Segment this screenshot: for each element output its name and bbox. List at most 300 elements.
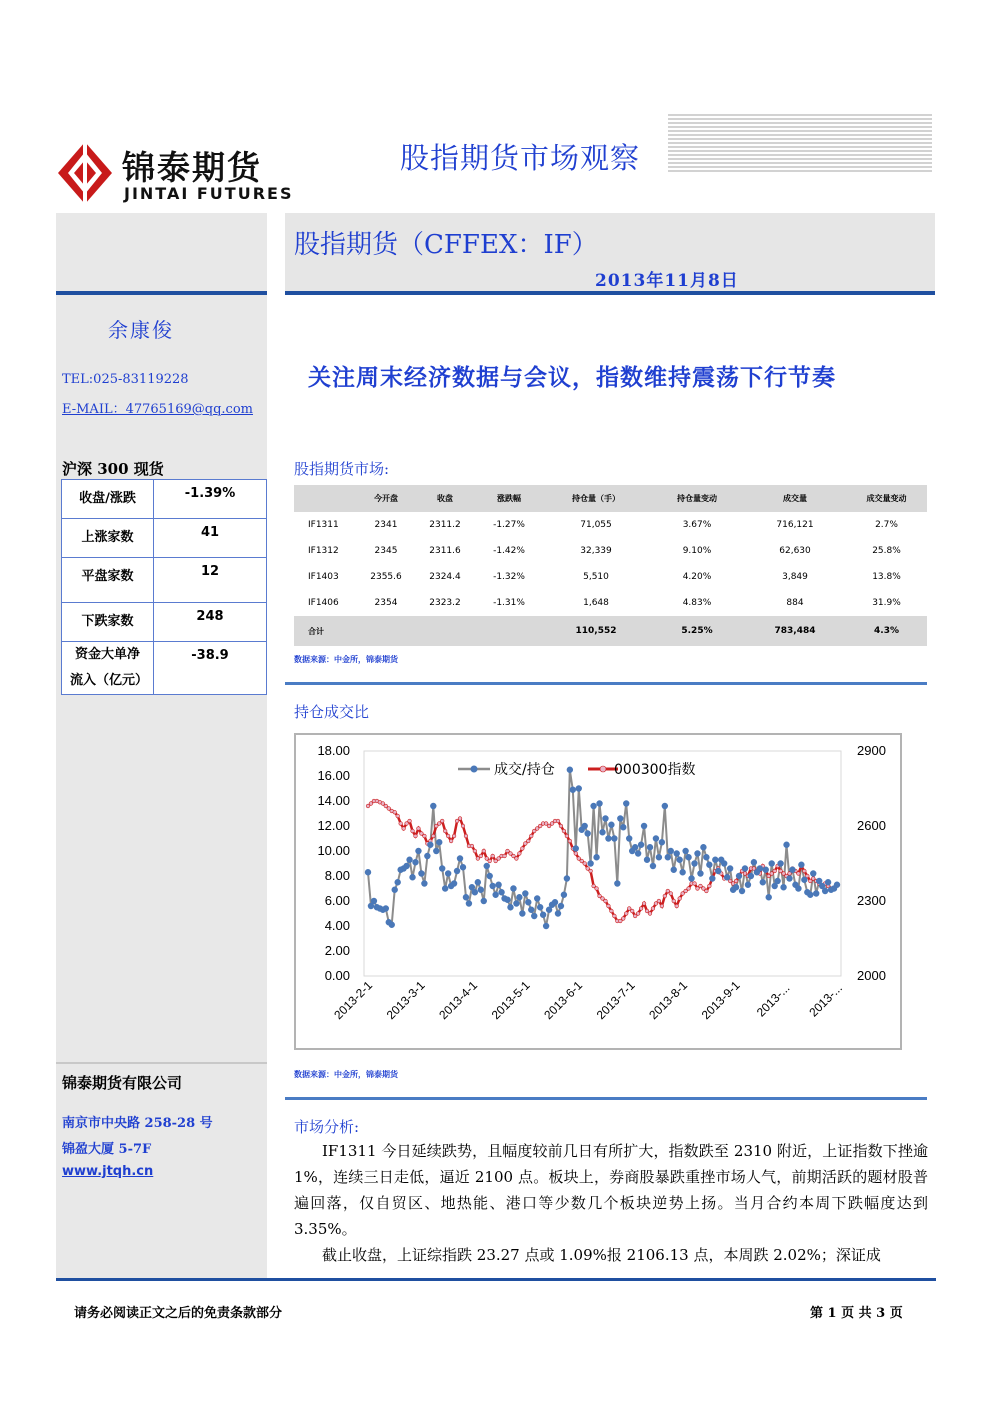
ratio-point	[774, 878, 780, 884]
index-point	[636, 912, 640, 916]
index-point	[503, 854, 507, 858]
ratio-point	[593, 854, 599, 860]
index-point	[538, 824, 542, 828]
index-point	[610, 909, 614, 913]
y-right-tick-label: 2900	[857, 743, 886, 758]
index-point	[633, 914, 637, 918]
column-header: 成交量	[744, 485, 846, 512]
index-point	[672, 899, 676, 903]
ratio-point	[513, 900, 519, 906]
table-cell: 2341	[374, 520, 398, 530]
ratio-point	[510, 885, 516, 891]
index-point	[797, 872, 801, 876]
table-cell: 2345	[374, 546, 398, 556]
index-point	[414, 834, 418, 838]
table-cell	[358, 616, 414, 646]
ratio-point	[703, 854, 709, 860]
ratio-point	[590, 803, 596, 809]
index-point	[494, 859, 498, 863]
index-point	[627, 907, 631, 911]
table-cell: 5,510	[583, 572, 609, 582]
ratio-point	[751, 859, 757, 865]
ratio-point	[581, 823, 587, 829]
index-point	[482, 849, 486, 853]
index-point	[803, 869, 807, 873]
table-cell: 2324.4	[429, 572, 461, 582]
index-point	[580, 859, 584, 863]
index-point	[506, 849, 510, 853]
index-point	[518, 852, 522, 856]
y-left-tick-label: 8.00	[324, 868, 350, 883]
ratio-point	[700, 844, 706, 850]
ratio-point	[733, 884, 739, 890]
logo-chinese-name: 锦泰期货	[122, 148, 262, 187]
table-cell: IF1403	[308, 572, 339, 582]
index-point	[532, 829, 536, 833]
spot-label: 平盘家数	[62, 558, 154, 603]
index-point	[399, 822, 403, 826]
ratio-point	[766, 894, 772, 900]
table-cell: 2311.6	[429, 546, 461, 556]
ratio-point	[644, 857, 650, 863]
column-header	[294, 485, 358, 512]
ratio-point	[647, 844, 653, 850]
index-point	[423, 834, 427, 838]
index-point	[598, 894, 602, 898]
ratio-point	[599, 829, 605, 835]
x-tick-label: 2013-7-1	[593, 978, 638, 1023]
index-point	[657, 899, 661, 903]
table-cell: 5.25%	[650, 616, 744, 646]
index-point	[708, 884, 712, 888]
index-point	[396, 814, 400, 818]
index-point	[470, 844, 474, 848]
ratio-point	[688, 875, 694, 881]
ratio-point	[543, 923, 549, 929]
ratio-point	[801, 877, 807, 883]
y-right-tick-label: 2000	[857, 968, 886, 983]
index-point	[402, 827, 406, 831]
ratio-point	[596, 800, 602, 806]
index-point	[473, 849, 477, 853]
x-tick-label: 2013-...	[806, 980, 846, 1020]
ratio-point	[623, 800, 629, 806]
index-point	[476, 857, 480, 861]
chart-frame	[294, 733, 902, 1050]
index-point	[384, 804, 388, 808]
index-point	[547, 824, 551, 828]
company-name: 锦泰期货有限公司	[62, 1074, 183, 1092]
ratio-point	[537, 904, 543, 910]
index-point	[678, 897, 682, 901]
x-tick-label: 2013-...	[753, 980, 793, 1020]
x-tick-label: 2013-3-1	[383, 978, 428, 1023]
ratio-point	[706, 862, 712, 868]
index-point	[592, 884, 596, 888]
index-point	[488, 859, 492, 863]
legend-marker-ratio	[471, 766, 478, 773]
ratio-point	[691, 860, 697, 866]
analysis-paragraph: IF1311 今日延续跌势，且幅度较前几日有所扩大，指数跌至 2310 附近，上证指数下挫逾 1%，连续三日走低，逼近 2100 点。板块上，券商股暴跌重挫市场人气，前期活跃的题材股普遍回落，仅自贸区、地热能、港口等少数几个板块逆势上扬。当月合约本周下跌幅度达到 3.35%。	[294, 1142, 928, 1238]
index-point	[515, 857, 519, 861]
column-header: 今开盘	[358, 485, 414, 512]
column-header: 收盘	[414, 485, 476, 512]
ratio-point	[659, 839, 665, 845]
table-cell: 2355.6	[370, 572, 402, 582]
table-cell: 3.67%	[682, 520, 712, 530]
jintai-logo-icon	[58, 142, 112, 204]
sidebar-divider	[56, 291, 267, 295]
ratio-point	[433, 848, 439, 854]
ratio-point	[834, 882, 840, 888]
index-point	[773, 869, 777, 873]
index-point	[595, 887, 599, 891]
ratio-point	[715, 868, 721, 874]
index-point	[568, 839, 572, 843]
y-left-tick-label: 16.00	[317, 768, 350, 783]
index-point	[443, 829, 447, 833]
ratio-point	[392, 887, 398, 893]
ratio-point	[721, 860, 727, 866]
analysis-paragraph: 截止收盘，上证综指跌 23.27 点或 1.09%报 2106.13 点，本周跌 2.02%；深证成	[322, 1246, 881, 1264]
index-point	[705, 889, 709, 893]
index-point	[583, 862, 587, 866]
index-point	[544, 822, 548, 826]
table-cell: IF1312	[308, 546, 339, 556]
ratio-point	[739, 888, 745, 894]
table-cell: 2.7%	[875, 520, 898, 530]
ratio-point	[822, 888, 828, 894]
y-left-tick-label: 0.00	[324, 968, 350, 983]
index-point	[808, 879, 812, 883]
index-point	[529, 834, 533, 838]
table-cell: 716,121	[776, 520, 814, 530]
index-point	[479, 854, 483, 858]
index-point	[811, 877, 815, 881]
ratio-point	[492, 892, 498, 898]
index-point	[526, 839, 530, 843]
ratio-point	[454, 868, 460, 874]
ratio-point	[504, 897, 510, 903]
ratio-point	[412, 859, 418, 865]
y-right-tick-label: 2600	[857, 818, 886, 833]
index-point	[556, 819, 560, 823]
ratio-point	[671, 867, 677, 873]
spot-label: 收盘/涨跌	[62, 480, 154, 519]
ratio-point	[561, 892, 567, 898]
ratio-point	[442, 885, 448, 891]
logo-english-name: JINTAI FUTURES	[124, 184, 294, 203]
y-left-tick-label: 18.00	[317, 743, 350, 758]
ratio-point	[810, 870, 816, 876]
index-point	[687, 887, 691, 891]
index-point	[619, 919, 623, 923]
spot-value: 248	[154, 603, 267, 642]
y-left-tick-label: 10.00	[317, 843, 350, 858]
ratio-point	[460, 864, 466, 870]
index-point	[449, 839, 453, 843]
ratio-point	[394, 879, 400, 885]
ratio-point	[567, 767, 573, 773]
ratio-point	[584, 830, 590, 836]
ratio-point	[662, 803, 668, 809]
x-tick-label: 2013-2-1	[331, 978, 376, 1023]
ratio-point	[605, 835, 611, 841]
ratio-point	[602, 815, 608, 821]
ratio-point	[653, 835, 659, 841]
legend-label-ratio: 成交/持仓	[494, 762, 555, 778]
ratio-point	[415, 848, 421, 854]
index-point	[684, 889, 688, 893]
ratio-point	[445, 870, 451, 876]
index-point	[782, 872, 786, 876]
index-point	[509, 852, 513, 856]
ratio-point	[635, 850, 641, 856]
ratio-point	[481, 898, 487, 904]
spot-row	[62, 603, 267, 642]
ratio-point	[576, 785, 582, 791]
ratio-point	[403, 863, 409, 869]
index-point	[621, 917, 625, 921]
analyst-phone: TEL:025-83119228	[62, 372, 189, 387]
ratio-point	[611, 835, 617, 841]
index-point	[624, 912, 628, 916]
ratio-point	[650, 863, 656, 869]
index-point	[574, 852, 578, 856]
index-point	[586, 867, 590, 871]
ratio-point	[685, 854, 691, 860]
table-cell: 4.20%	[682, 572, 712, 582]
ratio-point	[679, 869, 685, 875]
ratio-point	[466, 900, 472, 906]
table-total-row	[294, 616, 927, 646]
y-left-tick-label: 14.00	[317, 793, 350, 808]
ratio-point	[668, 848, 674, 854]
company-address-line2: 锦盈大厦 5-7F	[62, 1142, 152, 1157]
table-cell: 783,484	[744, 616, 846, 646]
ratio-point	[763, 867, 769, 873]
index-point	[461, 824, 465, 828]
index-point	[601, 897, 605, 901]
ratio-point	[807, 892, 813, 898]
spot-row	[62, 642, 267, 695]
table-cell: -1.42%	[493, 546, 525, 556]
ratio-point	[484, 863, 490, 869]
ratio-point	[783, 842, 789, 848]
index-point	[464, 834, 468, 838]
table-cell: 1,648	[583, 598, 609, 608]
index-point	[699, 884, 703, 888]
product-band-divider	[285, 291, 935, 295]
ratio-point	[825, 879, 831, 885]
company-website-link[interactable]: www.jtqh.cn	[62, 1164, 154, 1179]
index-point	[613, 914, 617, 918]
table-row	[294, 590, 927, 616]
table-cell: 2354	[374, 598, 398, 608]
ratio-point	[694, 850, 700, 856]
x-tick-label: 2013-5-1	[488, 978, 533, 1023]
table-cell: -1.27%	[493, 520, 525, 530]
x-tick-label: 2013-9-1	[698, 978, 743, 1023]
index-point	[387, 807, 391, 811]
ratio-point	[665, 854, 671, 860]
table-cell: 71,055	[580, 520, 612, 530]
index-point	[559, 824, 563, 828]
index-point	[446, 834, 450, 838]
ratio-point	[475, 879, 481, 885]
market-data-source: 数据来源：中金所，锦泰期货	[294, 654, 398, 664]
index-point	[408, 819, 412, 823]
ratio-point	[489, 883, 495, 889]
product-title: 股指期货（CFFEX：IF）	[294, 230, 598, 260]
ratio-point	[795, 885, 801, 891]
index-point	[491, 854, 495, 858]
analysis-section-title: 市场分析:	[294, 1118, 360, 1136]
ratio-point	[534, 895, 540, 901]
ratio-point	[371, 898, 377, 904]
chart-data-source: 数据来源：中金所，锦泰期货	[294, 1069, 398, 1079]
index-point	[497, 857, 501, 861]
ratio-point	[528, 907, 534, 913]
ratio-point	[564, 875, 570, 881]
index-point	[639, 907, 643, 911]
report-headline: 关注周末经济数据与会议，指数维持震荡下行节奏	[308, 364, 836, 391]
table-header-row	[294, 485, 927, 512]
market-section-title: 股指期货市场:	[294, 460, 390, 478]
futures-market-table	[294, 485, 927, 646]
table-cell: 884	[786, 598, 804, 608]
ratio-point	[777, 860, 783, 866]
index-point	[393, 810, 397, 814]
ratio-point	[522, 890, 528, 896]
ratio-point	[786, 875, 792, 881]
index-point	[440, 819, 444, 823]
ratio-point	[620, 824, 626, 830]
ratio-point	[418, 870, 424, 876]
index-point	[405, 822, 409, 826]
ratio-point	[697, 870, 703, 876]
spot-row	[62, 480, 267, 519]
index-point	[417, 827, 421, 831]
ratio-point	[780, 884, 786, 890]
spot-section-title: 沪深 300 现货	[62, 460, 164, 478]
ratio-point	[760, 879, 766, 885]
company-divider	[56, 1062, 267, 1064]
index-point	[651, 907, 655, 911]
index-point	[645, 909, 649, 913]
ratio-point	[552, 899, 558, 905]
index-point	[743, 872, 747, 876]
ratio-point	[742, 865, 748, 871]
ratio-point	[424, 853, 430, 859]
ratio-point	[674, 850, 680, 856]
ratio-point	[570, 787, 576, 793]
index-point	[642, 902, 646, 906]
table-cell: 4.83%	[682, 598, 712, 608]
ratio-point	[748, 873, 754, 879]
index-point	[648, 912, 652, 916]
index-point	[669, 892, 673, 896]
table-cell: 9.10%	[682, 546, 712, 556]
ratio-point	[436, 839, 442, 845]
x-tick-label: 2013-8-1	[646, 978, 691, 1023]
ratio-point	[682, 848, 688, 854]
ratio-point	[632, 844, 638, 850]
ratio-point	[531, 913, 537, 919]
table-cell: IF1406	[308, 598, 339, 608]
table-cell: -1.32%	[493, 572, 525, 582]
report-date: 2013年11月8日	[595, 271, 739, 291]
ratio-point	[617, 815, 623, 821]
index-point	[666, 889, 670, 893]
index-point	[437, 822, 441, 826]
ratio-point	[451, 880, 457, 886]
chart-section-title: 持仓成交比	[294, 703, 370, 721]
page-number: 第 1 页 共 3 页	[810, 1306, 903, 1321]
spot-value: -1.39%	[154, 480, 267, 519]
ratio-point	[573, 845, 579, 851]
legend-marker-index	[600, 766, 606, 772]
ratio-point	[727, 865, 733, 871]
ratio-point	[676, 857, 682, 863]
table-cell	[476, 616, 542, 646]
ratio-point	[813, 890, 819, 896]
analyst-email-link[interactable]: E-MAIL：47765169@qq.com	[62, 402, 253, 417]
ratio-point	[507, 904, 513, 910]
ratio-point	[472, 889, 478, 895]
table-cell: 3,849	[782, 572, 808, 582]
index-point	[562, 829, 566, 833]
table-cell: 62,630	[779, 546, 811, 556]
spot-row	[62, 558, 267, 603]
ratio-point	[626, 835, 632, 841]
index-point	[779, 869, 783, 873]
column-header: 涨跌幅	[476, 485, 542, 512]
ratio-point	[656, 854, 662, 860]
analyst-name: 余康俊	[108, 318, 174, 342]
decorative-stripes	[668, 114, 932, 174]
ratio-point	[555, 910, 561, 916]
spot-stats-table	[61, 479, 267, 695]
ratio-point	[789, 867, 795, 873]
table-cell: 合计	[294, 616, 358, 646]
index-point	[452, 834, 456, 838]
table-cell: 2311.2	[429, 520, 461, 530]
spot-row	[62, 519, 267, 558]
footer-disclaimer: 请务必阅读正文之后的免责条款部分	[74, 1306, 283, 1321]
ratio-point	[558, 903, 564, 909]
ratio-point	[457, 855, 463, 861]
index-point	[767, 874, 771, 878]
ratio-point	[736, 873, 742, 879]
index-point	[366, 804, 370, 808]
table-cell: 110,552	[542, 616, 650, 646]
ratio-point	[487, 873, 493, 879]
section-divider	[285, 682, 927, 685]
index-point	[702, 887, 706, 891]
y-right-tick-label: 2300	[857, 893, 886, 908]
table-cell: -1.31%	[493, 598, 525, 608]
index-point	[663, 894, 667, 898]
ratio-point	[709, 875, 715, 881]
index-point	[660, 904, 664, 908]
ratio-point	[495, 882, 501, 888]
spot-label: 资金大单净流入（亿元）	[62, 642, 154, 695]
table-cell: 4.3%	[846, 616, 927, 646]
table-cell: IF1311	[308, 520, 339, 530]
index-point	[577, 857, 581, 861]
document-title: 股指期货市场观察	[400, 141, 641, 175]
